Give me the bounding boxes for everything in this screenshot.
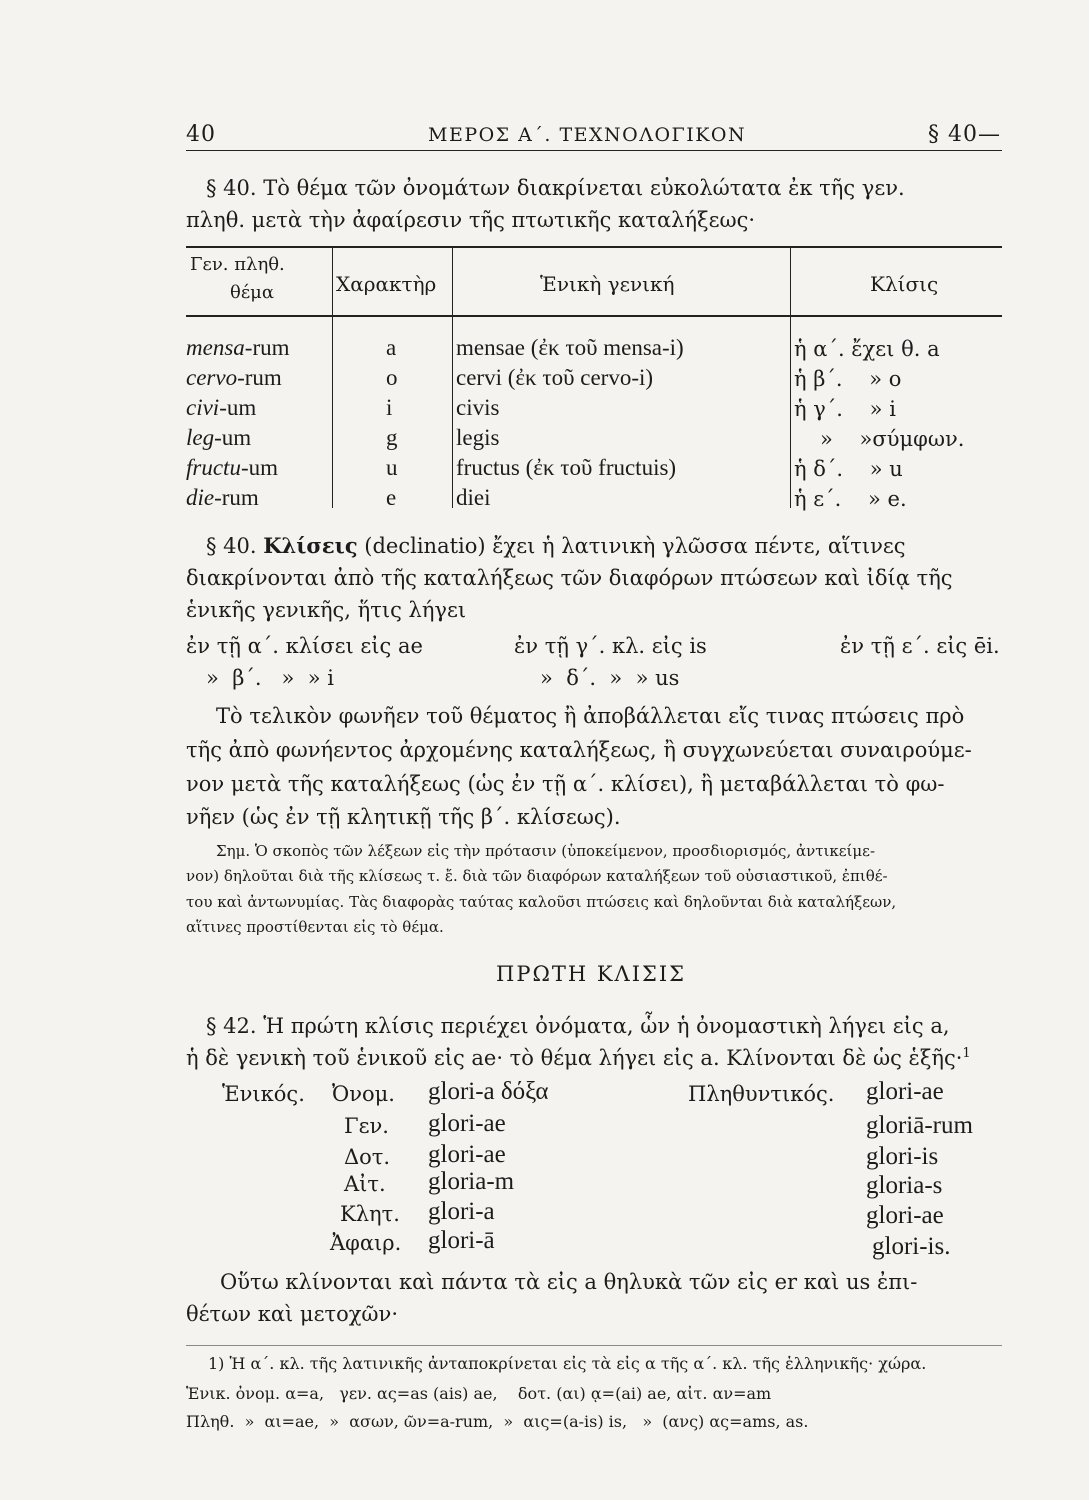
genitive-cell: diei [456, 485, 491, 510]
plural-form: gloria-s [866, 1172, 943, 1199]
endings-item: » δ΄. » » us [540, 666, 680, 690]
case-label: Ὀνομ. [332, 1082, 395, 1106]
character-cell: i [386, 395, 393, 420]
declension-cell: ἡ γ΄. » i [794, 397, 896, 421]
ending-text: -um [214, 425, 252, 450]
stem-cell [186, 365, 282, 391]
plural-form: glori-is [866, 1143, 939, 1170]
note-line: του καὶ ἀντωνυμίας. Τὰς διαφορὰς ταύτας καλοῦσι πτώσεις καὶ δηλοῦνται διὰ καταλήξεων, [186, 893, 897, 911]
stem-text: fructu [186, 455, 241, 480]
stem-text: civi [186, 395, 220, 420]
plural-label: Πληθυντικός. [688, 1082, 835, 1106]
paragraph-line: νῆεν (ὡς ἐν τῇ κλητικῇ τῆς β΄. κλίσεως). [186, 805, 621, 829]
page-number: 40 [186, 122, 216, 147]
genitive-cell: legis [456, 425, 500, 450]
stem-text: die [186, 485, 215, 510]
table-header-declension: Κλίσις [870, 272, 939, 296]
singular-form: glori-ae [428, 1141, 506, 1168]
stem-cell [186, 395, 256, 421]
declension-cell: ἡ δ΄. » u [794, 457, 903, 481]
footnote-line: Ἑνικ. ὀνομ. α=a, γεν. ας=as (ais) ae, δοτ. (αι) ᾳ=(ai) ae, αἰτ. αν=am [186, 1384, 772, 1403]
paragraph-text: (declinatio) ἔχει ἡ λατινικὴ γλῶσσα πέντε, αἵτινες [364, 534, 906, 558]
paragraph-line: πληθ. μετὰ τὴν ἀφαίρεσιν τῆς πτωτικῆς καταλήξεως· [186, 208, 756, 232]
stem-cell [186, 425, 251, 451]
stem-text: leg [186, 425, 215, 450]
endings-item: ἐν τῇ ε΄. εἰς ēi. [840, 634, 1000, 658]
declension-cell: ἡ ε΄. » e. [794, 487, 907, 511]
character-cell: e [386, 485, 397, 510]
ending-text: -rum [237, 365, 282, 390]
ending-text: -rum [214, 485, 259, 510]
paragraph-text: ἡ δὲ γενικὴ τοῦ ἑνικοῦ εἰς ae· τὸ θέμα λήγει εἰς a. Κλίνονται δὲ ὡς ἑξῆς· [186, 1046, 963, 1070]
case-label: Αἰτ. [344, 1172, 386, 1196]
footnote-line: 1) Ἡ α΄. κλ. τῆς λατινικῆς ἀνταποκρίνεται εἰς τὰ εἰς α τῆς α΄. κλ. τῆς ἑλληνικῆς· χώρα. [208, 1354, 927, 1373]
note-line: νον) δηλοῦται διὰ τῆς κλίσεως τ. ἔ. διὰ τῶν διαφόρων καταλήξεων τοῦ οὐσιαστικοῦ, ἐπιθέ- [186, 867, 888, 885]
table-top-rule [186, 246, 1002, 248]
character-cell: o [386, 365, 398, 390]
paragraph-line [186, 1046, 971, 1070]
table-header-character: Χαρακτὴρ [336, 272, 437, 296]
endings-item: ἐν τῇ α΄. κλίσει εἰς ae [186, 634, 423, 658]
declension-cell: ἡ β΄. » o [794, 367, 902, 391]
plural-form: glori-is. [872, 1233, 951, 1260]
footnote-line: Πληθ. » αι=ae, » ασων, ῶν=a-rum, » αις=(a-is) is, » (ανς) ας=ams, as. [186, 1412, 809, 1431]
note-line: Σημ. Ὁ σκοπὸς τῶν λέξεων εἰς τὴν πρότασιν (ὑποκείμενον, προσδιορισμός, ἀντικείμε- [216, 842, 876, 860]
declension-cell: » »σύμφων. [820, 427, 965, 451]
character-cell: u [386, 455, 398, 480]
bold-term: Κλίσεις [263, 533, 358, 558]
header-rule [186, 150, 1002, 151]
stem-cell [186, 335, 290, 361]
ending-text: -um [219, 395, 257, 420]
case-label: Κλητ. [340, 1202, 400, 1226]
table-column-divider [790, 248, 791, 508]
stem-text: mensa [186, 335, 245, 360]
paragraph-line: τῆς ἀπὸ φωνήεντος ἀρχομένης καταλήξεως, ἢ συγχωνεύεται συναιρούμε- [186, 738, 972, 762]
declension-cell: ἡ α΄. ἔχει θ. a [794, 337, 940, 361]
genitive-cell: cervi (ἐκ τοῦ cervo-i) [456, 365, 654, 390]
paragraph-line: Τὸ τελικὸν φωνῆεν τοῦ θέματος ἢ ἀποβάλλεται εἴς τινας πτώσεις πρὸ [216, 704, 965, 728]
section-title: ΠΡΩΤΗ ΚΛΙΣΙΣ [496, 962, 686, 986]
plural-form: gloriā-rum [866, 1112, 973, 1139]
table-header-genitive: Ἑνικὴ γενική [540, 272, 675, 296]
stem-cell [186, 485, 259, 511]
paragraph-line: θέτων καὶ μετοχῶν· [186, 1302, 398, 1326]
running-title: ΜΕΡΟΣ Α΄. ΤΕΧΝΟΛΟΓΙΚΟΝ [428, 124, 747, 146]
singular-form: glori-a [428, 1198, 495, 1225]
note-line: αἵτινες προστίθενται εἰς τὸ θέμα. [186, 918, 444, 936]
table-header-stem-sub: θέμα [230, 282, 275, 303]
plural-form: glori-ae [866, 1202, 944, 1229]
paragraph-line: Οὕτω κλίνονται καὶ πάντα τὰ εἰς a θηλυκὰ τῶν εἰς er καὶ us ἐπι- [220, 1270, 918, 1294]
paragraph-line: § 40. Τὸ θέμα τῶν ὀνομάτων διακρίνεται εὐκολώτατα ἐκ τῆς γεν. [206, 176, 905, 200]
genitive-cell: mensae (ἐκ τοῦ mensa-i) [456, 335, 684, 360]
endings-item: ἐν τῇ γ΄. κλ. εἰς is [514, 634, 707, 658]
stem-text: cervo [186, 365, 238, 390]
table-header-stem: Γεν. πληθ. [190, 254, 285, 275]
stem-cell [186, 455, 278, 481]
ending-text: -rum [244, 335, 290, 360]
paragraph-line: § 42. Ἡ πρώτη κλίσις περιέχει ὀνόματα, ὧν ἡ ὀνομαστικὴ λήγει εἰς a, [206, 1014, 950, 1038]
plural-form: glori-ae [866, 1078, 944, 1105]
paragraph-line [206, 533, 906, 558]
genitive-cell: fructus (ἐκ τοῦ fructuis) [456, 455, 677, 480]
footnote-rule [186, 1345, 1002, 1346]
paragraph-line: διακρίνονται ἀπὸ τῆς καταλήξεως τῶν διαφόρων πτώσεων καὶ ἰδίᾳ τῆς [186, 566, 953, 590]
singular-form: glori-ā [428, 1227, 495, 1254]
singular-label: Ἑνικός. [222, 1082, 305, 1106]
genitive-cell: civis [456, 395, 500, 420]
singular-form: gloria-m [428, 1168, 515, 1195]
character-cell: a [386, 335, 397, 360]
paragraph-line: νον μετὰ τῆς καταλήξεως (ὡς ἐν τῇ α΄. κλίσει), ἢ μεταβάλλεται τὸ φω- [186, 772, 945, 796]
section-reference: § 40— [928, 122, 1001, 147]
singular-form: glori-ae [428, 1110, 506, 1137]
footnote-marker: 1 [962, 1046, 971, 1061]
table-column-divider [452, 248, 453, 508]
case-label: Ἀφαιρ. [330, 1231, 402, 1255]
ending-text: -um [240, 455, 279, 480]
paragraph-line: ἑνικῆς γενικῆς, ἥτις λήγει [186, 598, 467, 622]
section-mark: § 40. [206, 534, 257, 558]
case-label: Γεν. [344, 1114, 389, 1138]
endings-item: » β΄. » » i [206, 666, 334, 690]
singular-form: glori-a δόξα [428, 1078, 549, 1105]
table-header-rule [186, 315, 1002, 317]
case-label: Δοτ. [344, 1145, 391, 1169]
table-column-divider [332, 248, 333, 508]
character-cell: g [386, 425, 398, 450]
